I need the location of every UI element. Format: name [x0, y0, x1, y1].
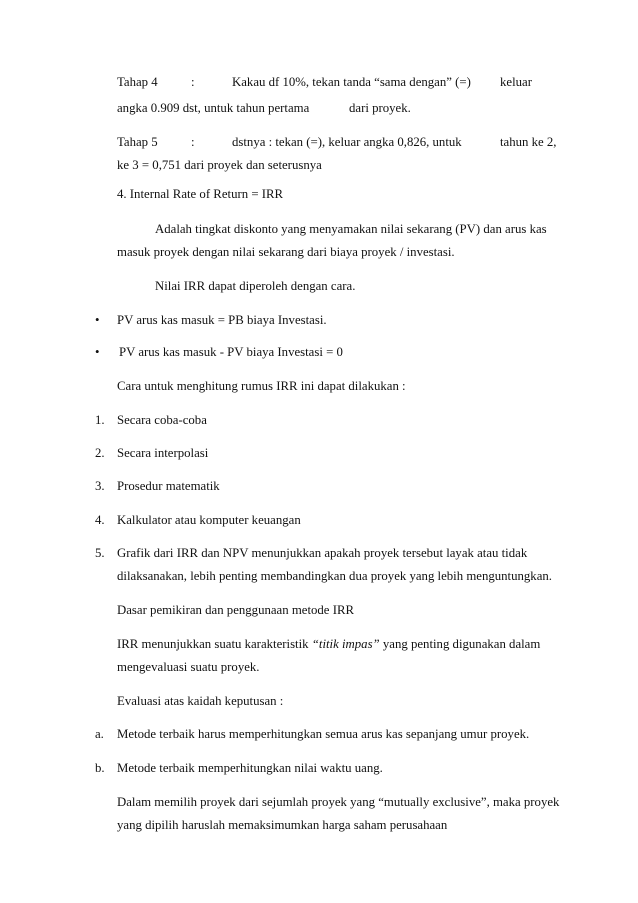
tahap4-colon: : — [191, 75, 195, 89]
irr-para-line1 — [117, 636, 540, 652]
section-heading-irr: 4. Internal Rate of Return = IRR — [117, 187, 284, 201]
evaluasi-intro: Evaluasi atas kaidah keputusan : — [117, 694, 284, 708]
closing-line1: Dalam memilih proyek dari sejumlah proyek yang “mutually exclusive”, maka proyek — [117, 795, 560, 809]
tahap4-line2a: angka 0.909 dst, untuk tahun pertama — [117, 101, 310, 115]
list-marker: b. — [95, 761, 105, 775]
irr-para-pre: IRR menunjukkan suatu karakteristik — [117, 637, 312, 651]
para1-line1: Adalah tingkat diskonto yang menyamakan nilai sekarang (PV) dan arus kas — [155, 222, 547, 236]
method-item-line2: dilaksanakan, lebih penting membandingkan dua proyek yang lebih menguntungkan. — [117, 569, 552, 583]
subheading-dasar: Dasar pemikiran dan penggunaan metode IRR — [117, 603, 355, 617]
list-marker: 4. — [95, 513, 105, 527]
criteria-item: Metode terbaik harus memperhitungkan semua arus kas sepanjang umur proyek. — [117, 727, 530, 741]
list-marker: 2. — [95, 446, 105, 460]
method-item: Grafik dari IRR dan NPV menunjukkan apakah proyek tersebut layak atau tidak — [117, 546, 528, 560]
irr-para-line2: mengevaluasi suatu proyek. — [117, 660, 260, 674]
tahap5-tail: tahun ke 2, — [500, 135, 557, 149]
bullet-item-pv-diff: PV arus kas masuk - PV biaya Investasi = 0 — [119, 345, 343, 359]
irr-para-italic: “titik impas” — [311, 637, 380, 651]
tahap4-line2b: dari proyek. — [349, 101, 411, 115]
irr-para-post: yang penting digunakan dalam — [379, 637, 541, 651]
tahap5-text: dstnya : tekan (=), keluar angka 0,826, untuk — [232, 135, 462, 149]
closing-line2: yang dipilih haruslah memaksimumkan harga saham perusahaan — [117, 818, 448, 832]
para2: Nilai IRR dapat diperoleh dengan cara. — [155, 279, 356, 293]
method-item: Prosedur matematik — [117, 479, 220, 493]
tahap4-tail: keluar — [500, 75, 532, 89]
list-marker: 3. — [95, 479, 105, 493]
list-marker: a. — [95, 727, 104, 741]
bullet-marker: • — [95, 345, 100, 359]
bullet-marker: • — [95, 313, 100, 327]
tahap4-text: Kakau df 10%, tekan tanda “sama dengan” (=) — [232, 75, 471, 89]
list-marker: 1. — [95, 413, 105, 427]
tahap5-colon: : — [191, 135, 195, 149]
methods-intro: Cara untuk menghitung rumus IRR ini dapat dilakukan : — [117, 379, 406, 393]
method-item: Secara coba-coba — [117, 413, 207, 427]
tahap5-label: Tahap 5 — [117, 135, 158, 149]
bullet-item-pv-equal: PV arus kas masuk = PB biaya Investasi. — [117, 313, 327, 327]
criteria-item: Metode terbaik memperhitungkan nilai waktu uang. — [117, 761, 383, 775]
method-item: Secara interpolasi — [117, 446, 209, 460]
tahap5-line2: ke 3 = 0,751 dari proyek dan seterusnya — [117, 158, 322, 172]
para1-line2: masuk proyek dengan nilai sekarang dari biaya proyek / investasi. — [117, 245, 455, 259]
method-item: Kalkulator atau komputer keuangan — [117, 513, 301, 527]
list-marker: 5. — [95, 546, 105, 560]
tahap4-label: Tahap 4 — [117, 75, 158, 89]
